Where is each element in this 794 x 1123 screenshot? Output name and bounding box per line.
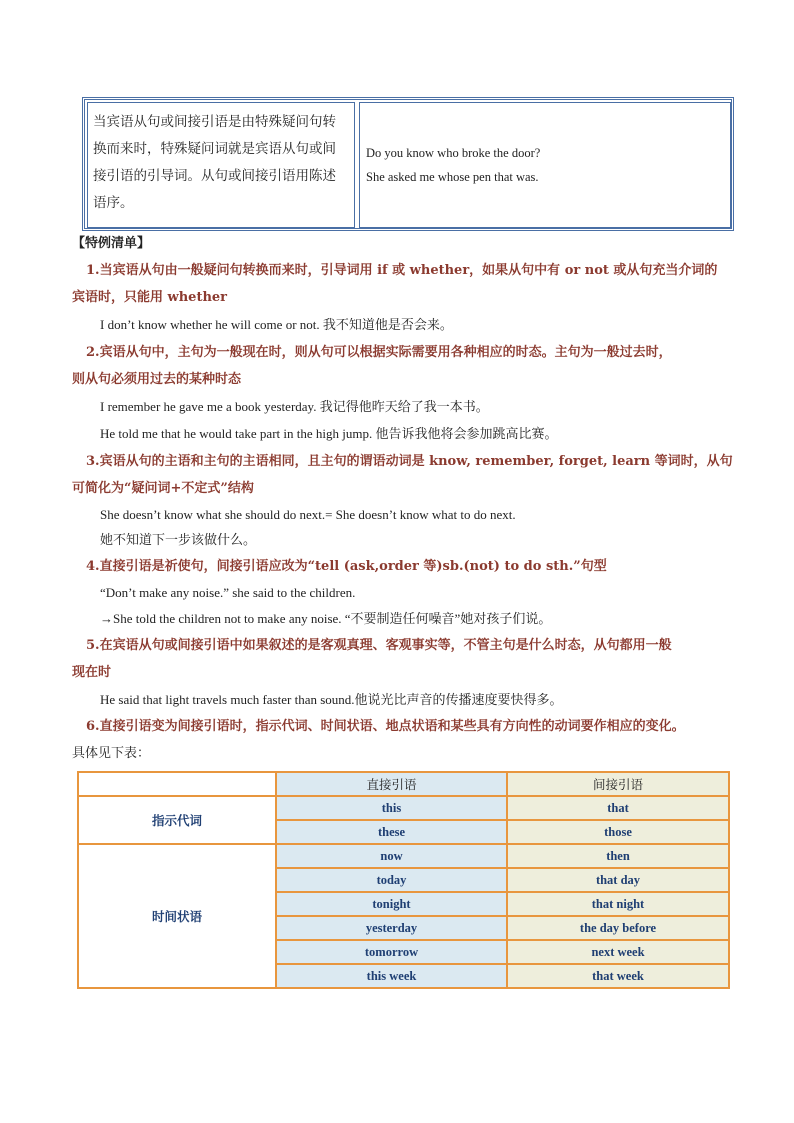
- rule-6-title-line-1: 6.直接引语变为间接引语时，指示代词、时间状语、地点状语和某些具有方向性的动词要作相应的变化。: [86, 719, 685, 734]
- indirect-cell: that night: [507, 892, 729, 916]
- indirect-cell: that day: [507, 868, 729, 892]
- direct-cell: these: [276, 820, 507, 844]
- rule-5-title-line-1: 5.在宾语从句或间接引语中如果叙述的是客观真理、客观事实等，不管主句是什么时态，从句都用一般: [86, 638, 672, 653]
- summary-rule-text: 当宾语从句或间接引语是由特殊疑问句转换而来时，特殊疑问词就是宾语从句或间接引语的引导词。从句或间接引语用陈述语序。: [93, 114, 336, 211]
- summary-example-cell: [359, 102, 731, 228]
- direct-cell: tonight: [276, 892, 507, 916]
- rule-4-example-2: →She told the children not to make any noise. “不要制造任何噪音”她对孩子们说。: [100, 611, 552, 626]
- direct-cell: now: [276, 844, 507, 868]
- summary-rule-cell: [87, 102, 355, 228]
- conversion-table: [77, 771, 730, 989]
- rule-4-example-1: “Don’t make any noise.” she said to the children.: [100, 585, 356, 600]
- table-row: [78, 796, 729, 820]
- rule-2-title-line-1: 2.宾语从句中，主句为一般现在时，则从句可以根据实际需要用各种相应的时态。主句为一般过去时，: [86, 345, 672, 360]
- indirect-cell: those: [507, 820, 729, 844]
- summary-example-1: Do you know who broke the door?: [366, 146, 541, 160]
- summary-example-2: She asked me whose pen that was.: [366, 170, 539, 184]
- indirect-cell: next week: [507, 940, 729, 964]
- direct-cell: today: [276, 868, 507, 892]
- direct-cell: tomorrow: [276, 940, 507, 964]
- rule-2-example-2: He told me that he would take part in the high jump. 他告诉我他将会参加跳高比赛。: [100, 426, 558, 441]
- table-header-row: [78, 772, 729, 796]
- header-indirect: 间接引语: [507, 772, 729, 796]
- section-heading: 【特例清单】: [72, 236, 151, 251]
- rule-3-example-2: 她不知道下一步该做什么。: [100, 532, 257, 547]
- rule-5-title-line-2: 现在时: [72, 665, 112, 680]
- rule-2-example-1: I remember he gave me a book yesterday. 我记得他昨天给了我一本书。: [100, 399, 489, 414]
- rule-1-example-1: I don’t know whether he will come or not. 我不知道他是否会来。: [100, 317, 453, 332]
- summary-table: [82, 97, 734, 231]
- header-direct: 直接引语: [276, 772, 507, 796]
- direct-cell: this: [276, 796, 507, 820]
- rule-2-title-line-2: 则从句必须用过去的某种时态: [72, 372, 242, 387]
- direct-cell: this week: [276, 964, 507, 988]
- rule-3-title-line-2: 可简化为“疑问词+不定式”结构: [72, 481, 254, 496]
- rule-3-example-1: She doesn’t know what she should do next.= She doesn’t know what to do next.: [100, 507, 516, 522]
- rule-1-title-line-1: 1.当宾语从句由一般疑问句转换而来时，引导词用 if 或 whether，如果从句中有 or not 或从句充当介词的: [86, 263, 718, 278]
- indirect-cell: that week: [507, 964, 729, 988]
- table-header-blank: [78, 772, 276, 796]
- rule-3-title-line-1: 3.宾语从句的主语和主句的主语相同，且主句的谓语动词是 know, remember, forget, learn 等词时，从句: [86, 454, 733, 469]
- indirect-cell: then: [507, 844, 729, 868]
- direct-cell: yesterday: [276, 916, 507, 940]
- table-intro: 具体见下表：: [72, 746, 151, 761]
- rule-4-title-line-1: 4.直接引语是祈使句，间接引语应改为“tell (ask,order 等)sb.(not) to do sth.”句型: [86, 559, 607, 574]
- indirect-cell: the day before: [507, 916, 729, 940]
- category-time-adverbial: 时间状语: [78, 844, 276, 988]
- table-row: [78, 844, 729, 868]
- category-demonstrative: 指示代词: [78, 796, 276, 844]
- indirect-cell: that: [507, 796, 729, 820]
- rule-1-title-line-2: 宾语时，只能用 whether: [72, 290, 228, 305]
- rule-5-example-1: He said that light travels much faster than sound.他说光比声音的传播速度要快得多。: [100, 692, 563, 707]
